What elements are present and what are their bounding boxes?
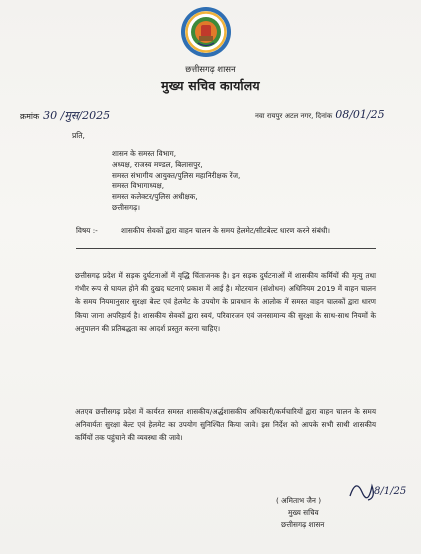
- government-heading: छत्तीसगढ़ शासन: [185, 65, 236, 75]
- place-date: [255, 108, 385, 121]
- subject-text: शासकीय सेवकों द्वारा वाहन चालन के समय हेलमेट/सीटबेल्ट धारण करने संबंधी।: [121, 226, 331, 235]
- signatory-designation: मुख्य सचिव: [288, 508, 319, 517]
- signatory-name: ( अमिताभ जैन ): [276, 496, 322, 505]
- recipient-line: छत्तीसगढ़।: [112, 202, 140, 212]
- body-paragraph-1: छत्तीसगढ़ प्रदेश में सड़क दुर्घटनाओं में वृद्धि चिंताजनक है। इन सड़क दुर्घटनाओं में शासकीय कर्मियों की मृत्यु तथा गंभीर रूप से घायल होने की दुखद घटनाएं प्रकाश में आई है। मोटरयान (संशोधन) अधिनियम 2019 में वाहन चालन के समय नियमानुसार सुरक्षा बेल्ट एवं हेलमेट के उपयोग के प्रावधान के आलोक में समस्त वाहन चालकों द्वारा धारण किया जाना अपरिहार्य है। शासकीय सेवकों द्वारा स्वयं, परिवारजन एवं जनसामान्य की सुरक्षा के साथ-साथ नियमों के अनुपालन की प्रतिबद्धता का आदर्श प्रस्तुत करना चाहिए।: [75, 271, 376, 333]
- recipient-line: शासन के समस्त विभाग,: [112, 149, 177, 158]
- place-label: नवा रायपुर अटल नगर, दिनांक: [255, 112, 333, 120]
- prati-label: प्रति,: [72, 131, 85, 140]
- recipient-line: समस्त विभागाध्यक्ष,: [112, 181, 165, 191]
- date-value: 08/01/25: [335, 108, 385, 121]
- subject-label: विषय :-: [76, 226, 98, 235]
- subject-divider: [76, 248, 376, 249]
- recipient-line: समस्त संभागीय आयुक्त/पुलिस महानिरीक्षक रेंज,: [112, 170, 241, 180]
- recipients-list: [112, 149, 240, 214]
- signature-scribble: [348, 476, 408, 504]
- reference-number: [20, 108, 110, 123]
- reference-label: क्रमांक: [20, 112, 40, 121]
- signature-date: 8/1/25: [374, 486, 407, 497]
- body-paragraph-2: अतएव छत्तीसगढ़ प्रदेश में कार्यरत समस्त शासकीय/अर्द्धशासकीय अधिकारी/कर्मचारियों द्वारा वाहन चालन के समय अनिवार्यतः सुरक्षा बेल्ट एवं हेलमेट का उपयोग सुनिश्चित किया जावे। इस निर्देश को आपके सभी साथी शासकीय कर्मियों तक पहुंचाने की व्यवस्था की जावे।: [75, 407, 376, 443]
- signatory-government: छत्तीसगढ़ शासन: [281, 520, 325, 529]
- recipient-line: अध्यक्ष, राजस्व मण्डल, बिलासपुर,: [112, 159, 203, 169]
- chhattisgarh-emblem-icon: [180, 6, 232, 58]
- office-heading: मुख्य सचिव कार्यालय: [161, 78, 260, 93]
- recipient-line: समस्त कलेक्टर/पुलिस अधीक्षक,: [112, 192, 198, 202]
- reference-number-value: 30 /मुस/2025: [43, 109, 111, 122]
